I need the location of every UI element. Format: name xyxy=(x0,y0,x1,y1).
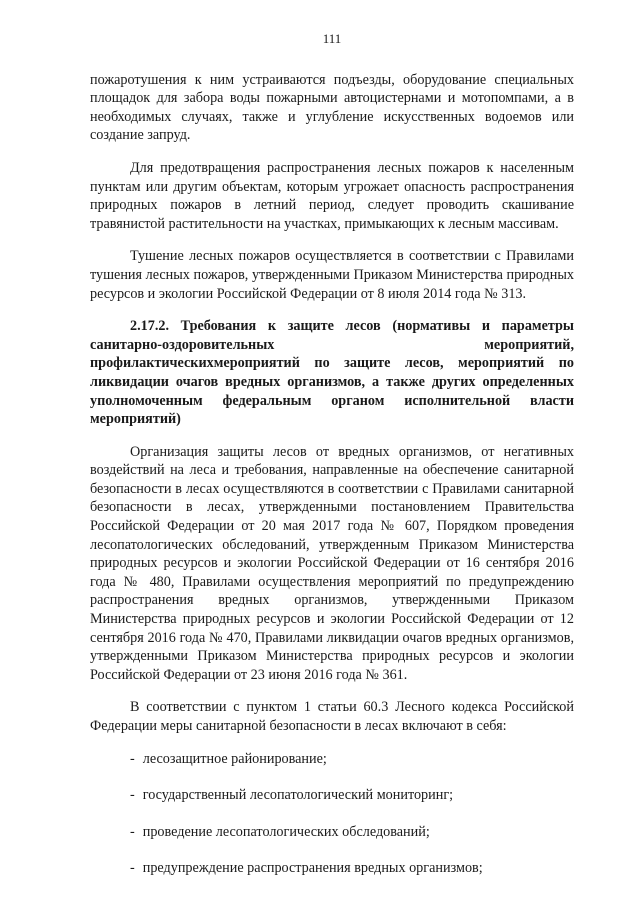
section-heading: 2.17.2. Требования к защите лесов (нормативы и параметры санитарно-оздоровительных мероприятий, профилактическихмероприятий по защите лесов, мероприятий по ликвидации очагов вредных организмов, а также других определенных уполномоченным федеральным органом исполнительной власти мероприятий) xyxy=(90,318,574,428)
paragraph-sanitary-measures: В соответствии с пунктом 1 статьи 60.3 Лесного кодекса Российской Федерации меры санитарной безопасности в лесах включают в себя: xyxy=(90,699,574,734)
paragraph-fire-prevention: Для предотвращения распространения лесных пожаров к населенным пунктам или другим объектам, которым угрожает опасность распространения природных пожаров в летний период, следует проводить скашивание травянистой растительности на участках, примыкающих к лесным массивам. xyxy=(90,159,574,232)
page-number: 111 xyxy=(322,31,342,46)
paragraph-fire-access: пожаротушения к ним устраиваются подъезды, оборудование специальных площадок для забора воды пожарными автоцистернами и мотопомпами, а в необходимых случаях, также и углубление искусственных водоемов или создание запруд. xyxy=(90,71,574,144)
list-item-text: предупреждение распространения вредных организмов; xyxy=(142,860,483,877)
list-item xyxy=(130,786,574,805)
list-item-text: проведение лесопатологических обследований; xyxy=(142,823,430,840)
paragraph-fire-extinguishing: Тушение лесных пожаров осуществляется в соответствии с Правилами тушения лесных пожаров, утвержденными Приказом Министерства природных ресурсов и экологии Российской Федерации от 8 июля 2014 года № 313. xyxy=(90,248,574,302)
measures-list xyxy=(90,750,574,878)
list-dash: - xyxy=(130,750,135,767)
list-item-text: лесозащитное районирование; xyxy=(142,750,327,767)
list-item xyxy=(130,859,574,878)
list-dash: - xyxy=(130,787,135,804)
list-item xyxy=(130,823,574,842)
list-item-text: государственный лесопатологический мониторинг; xyxy=(142,787,454,804)
list-item xyxy=(130,750,574,769)
list-dash: - xyxy=(130,860,135,877)
document-page xyxy=(90,30,574,896)
paragraph-forest-protection: Организация защиты лесов от вредных организмов, от негативных воздействий на леса и требования, направленные на обеспечение санитарной безопасности в лесах осуществляются в соответствии с Правилами санитарной безопасности в лесах, утвержденными постановлением Правительства Российской Федерации от 20 мая 2017 года № 607, Порядком проведения лесопатологических обследований, утвержденным Приказом Министерства природных ресурсов и экологии Российской Федерации от 16 сентября 2016 года № 480, Правилами осуществления мероприятий по предупреждению распространения вредных организмов, утвержденными Приказом Министерства природных ресурсов и экологии Российской Федерации от 12 сентября 2016 года № 470, Правилами ликвидации очагов вредных организмов, утвержденными Приказом Министерства природных ресурсов и экологии Российской Федерации от 23 июня 2016 года № 361. xyxy=(90,443,574,683)
list-dash: - xyxy=(130,823,135,840)
